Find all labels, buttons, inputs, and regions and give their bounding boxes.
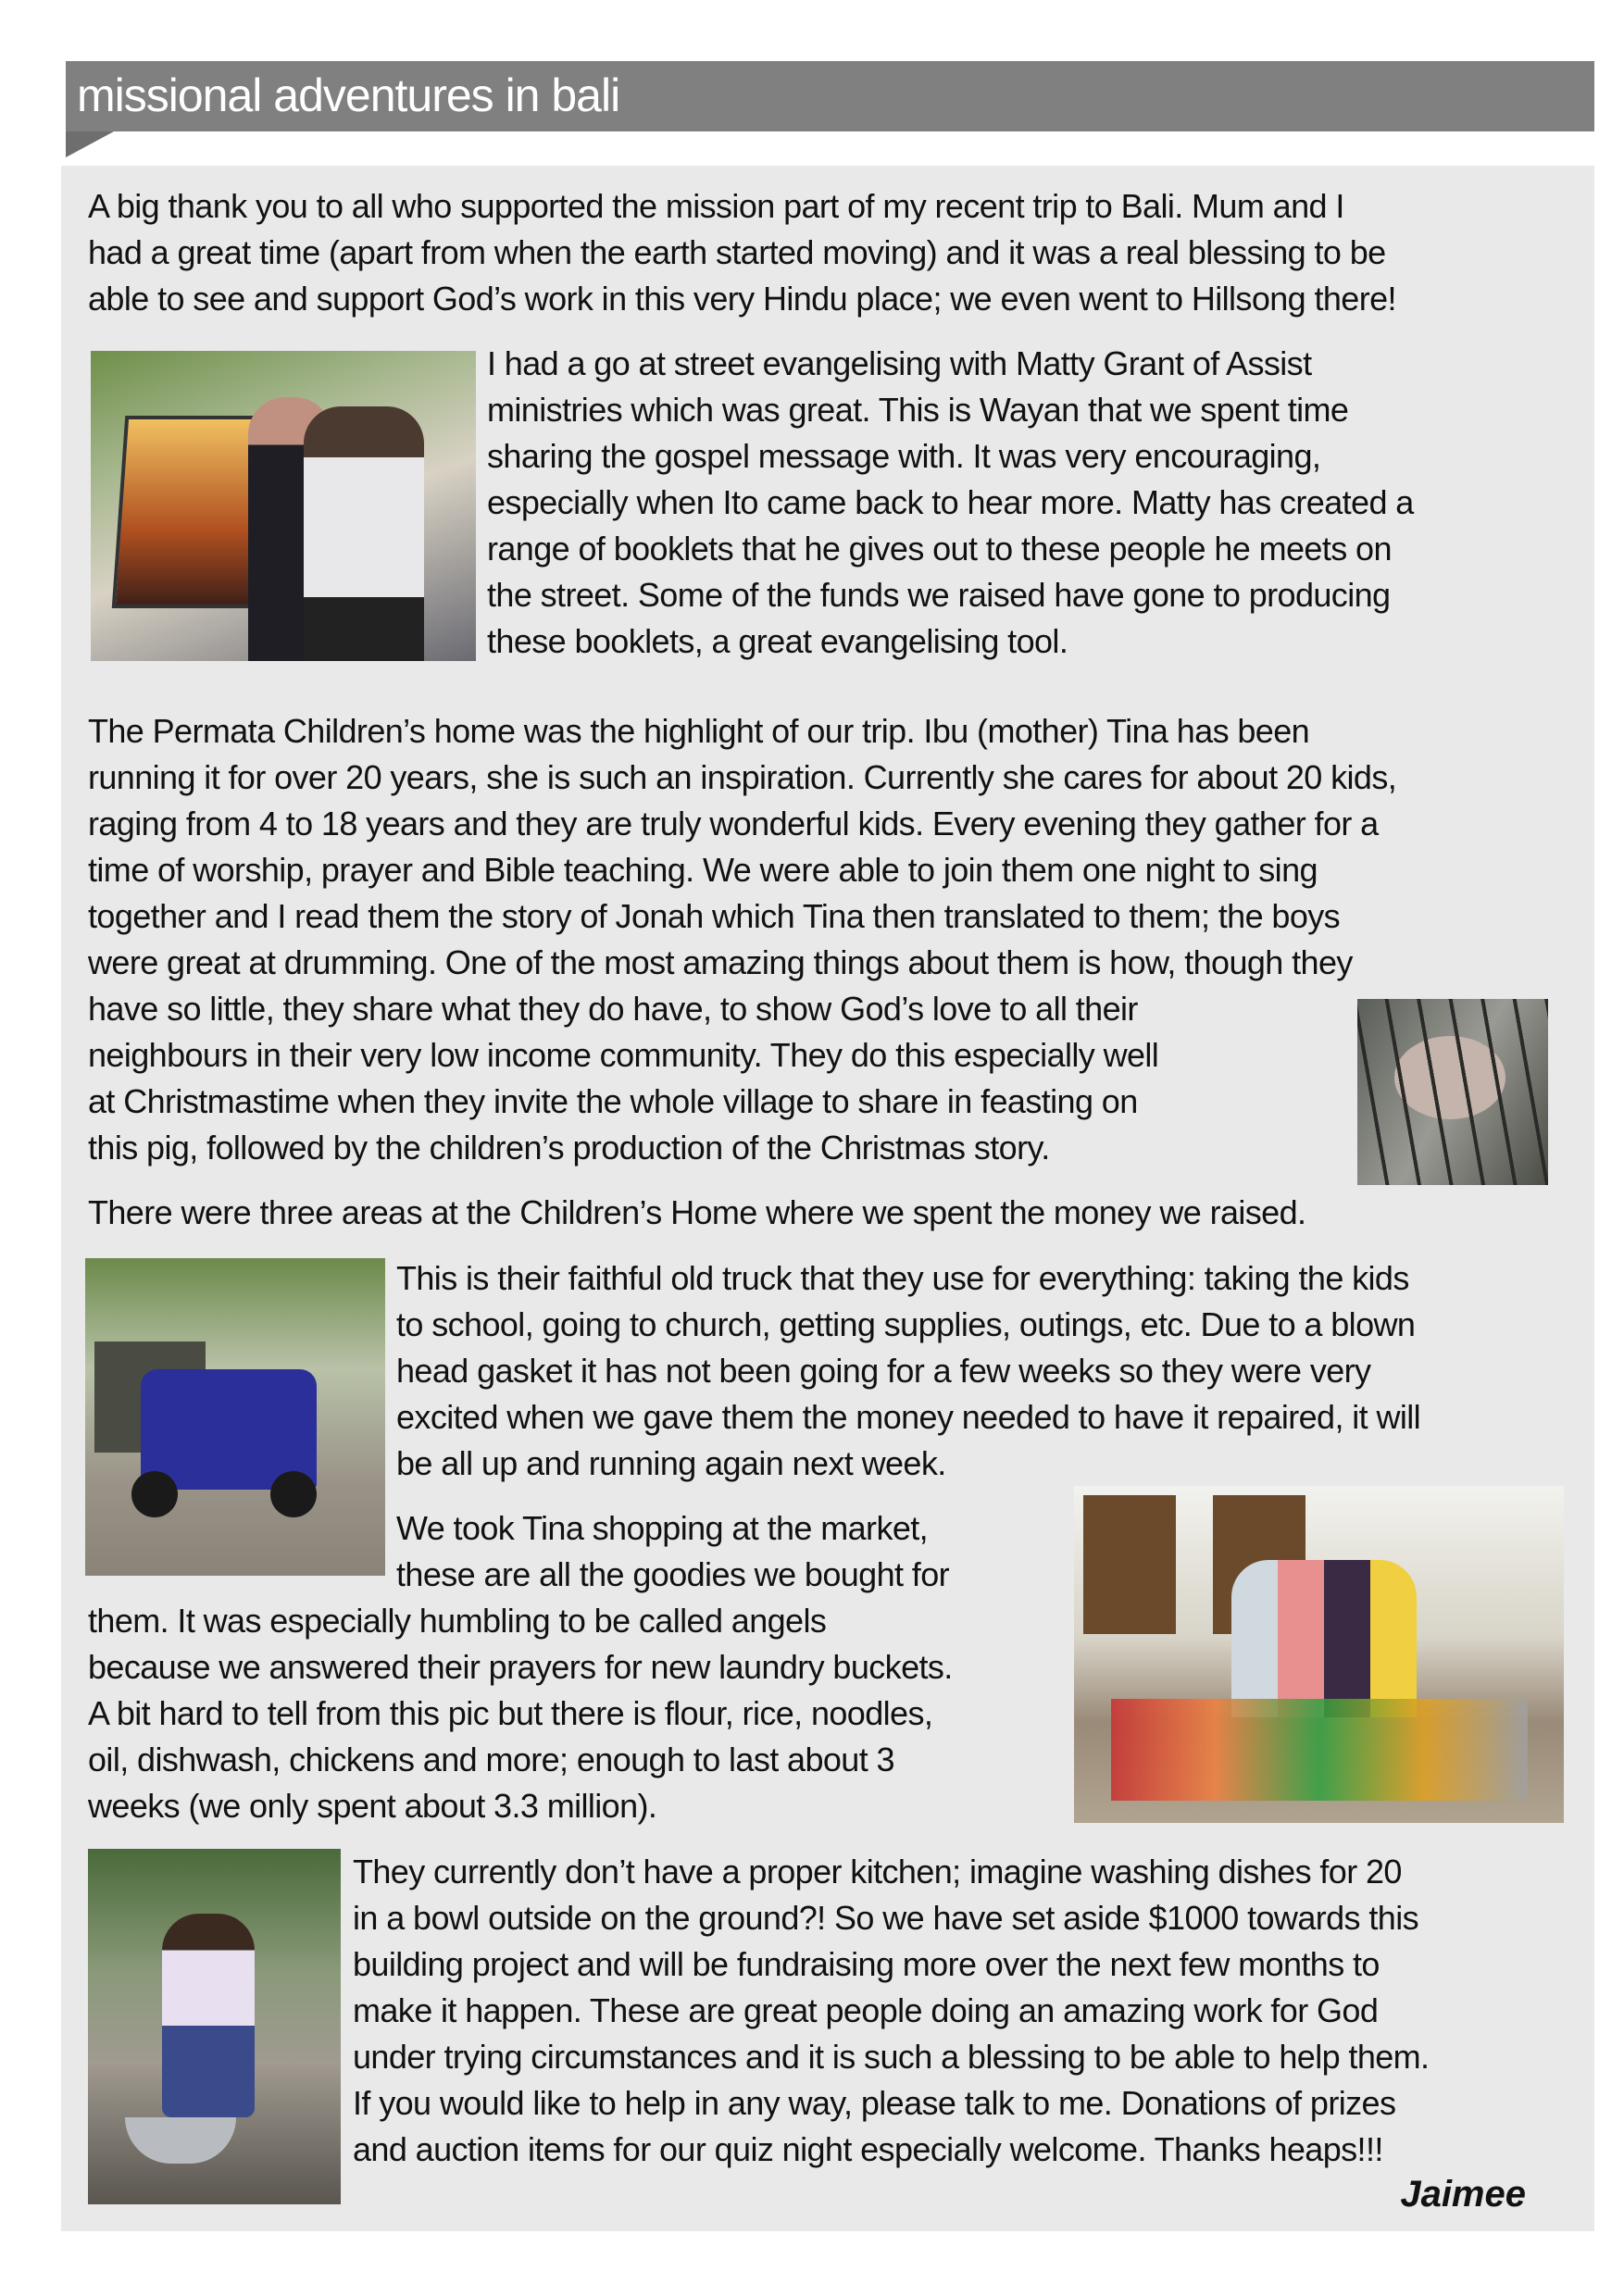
text-line: There were three areas at the Children’s Home where we spent the money we raised. [88, 1193, 1306, 1231]
text-line: sharing the gospel message with. It was very encouraging, [487, 437, 1321, 475]
text-line: weeks (we only spent about 3.3 million). [88, 1787, 657, 1825]
text-line: in a bowl outside on the ground?! So we have set aside $1000 towards this [353, 1899, 1418, 1937]
signature: Jaimee [1400, 2174, 1526, 2215]
text-line: be all up and running again next week. [396, 1444, 946, 1482]
text-line: neighbours in their very low income community. They do this especially well [88, 1036, 1159, 1074]
text-line: make it happen. These are great people doing an amazing work for God [353, 1991, 1379, 2029]
text-line: They currently don’t have a proper kitchen; imagine washing dishes for 20 [353, 1853, 1402, 1890]
text-line: A bit hard to tell from this pic but there is flour, rice, noodles, [88, 1694, 933, 1732]
pig-photo [1357, 999, 1548, 1185]
text-line: This is their faithful old truck that they use for everything: taking the kids [396, 1259, 1409, 1297]
shopping-paragraph [88, 1505, 953, 1829]
text-line: oil, dishwash, chickens and more; enough to last about 3 [88, 1741, 894, 1778]
permata-paragraph [88, 708, 1396, 1171]
text-line: because we answered their prayers for new laundry buckets. [88, 1648, 953, 1686]
text-line: I had a go at street evangelising with Matty Grant of Assist [487, 344, 1312, 382]
kitchen-photo [88, 1849, 341, 2204]
text-line: to school, going to church, getting supplies, outings, etc. Due to a blown [396, 1305, 1416, 1343]
areas-paragraph [88, 1190, 1305, 1236]
text-line: have so little, they share what they do have, to show God’s love to all their [88, 990, 1138, 1028]
text-line: range of booklets that he gives out to these people he meets on [487, 530, 1392, 568]
section-header [66, 61, 1594, 131]
text-line: at Christmastime when they invite the whole village to share in feasting on [88, 1082, 1138, 1120]
text-line: this pig, followed by the children’s production of the Christmas story. [88, 1129, 1050, 1167]
truck-paragraph [396, 1255, 1420, 1487]
text-line: If you would like to help in any way, please talk to me. Donations of prizes [353, 2084, 1396, 2122]
text-line: these booklets, a great evangelising tool. [487, 622, 1068, 660]
street-paragraph [487, 341, 1414, 665]
text-line: them. It was especially humbling to be called angels [88, 1602, 827, 1640]
text-line: had a great time (apart from when the earth started moving) and it was a real blessing to be [88, 233, 1386, 271]
text-line: and auction items for our quiz night especially welcome. Thanks heaps!!! [353, 2130, 1383, 2168]
text-line: raging from 4 to 18 years and they are truly wonderful kids. Every evening they gather for a [88, 805, 1379, 842]
text-line: building project and will be fundraising more over the next few months to [353, 1945, 1380, 1983]
text-line: head gasket it has not been going for a few weeks so they were very [396, 1352, 1371, 1390]
text-line: were great at drumming. One of the most amazing things about them is how, though they [88, 943, 1353, 981]
text-line: A big thank you to all who supported the mission part of my recent trip to Bali. Mum and I [88, 187, 1344, 225]
kitchen-paragraph [353, 1849, 1429, 2173]
text-line: these are all the goodies we bought for [396, 1555, 950, 1593]
street-evangelism-photo [91, 351, 476, 661]
text-line: under trying circumstances and it is such a blessing to be able to help them. [353, 2038, 1430, 2076]
text-line: We took Tina shopping at the market, [396, 1509, 929, 1547]
section-title: missional adventures in bali [77, 69, 620, 121]
text-line: together and I read them the story of Jonah which Tina then translated to them; the boys [88, 897, 1341, 935]
header-fold [66, 131, 114, 157]
text-line: The Permata Children’s home was the highlight of our trip. Ibu (mother) Tina has been [88, 712, 1310, 750]
text-line: running it for over 20 years, she is such an inspiration. Currently she cares for about 20 kids, [88, 758, 1397, 796]
text-line: able to see and support God’s work in this very Hindu place; we even went to Hillsong there! [88, 280, 1396, 318]
text-line: time of worship, prayer and Bible teaching. We were able to join them one night to sing [88, 851, 1318, 889]
text-line: excited when we gave them the money needed to have it repaired, it will [396, 1398, 1421, 1436]
text-line: the street. Some of the funds we raised have gone to producing [487, 576, 1391, 614]
text-line: ministries which was great. This is Wayan that we spent time [487, 391, 1349, 429]
shopping-goods-photo [1074, 1486, 1564, 1823]
intro-paragraph [88, 183, 1396, 322]
text-line: especially when Ito came back to hear more. Matty has created a [487, 483, 1414, 521]
